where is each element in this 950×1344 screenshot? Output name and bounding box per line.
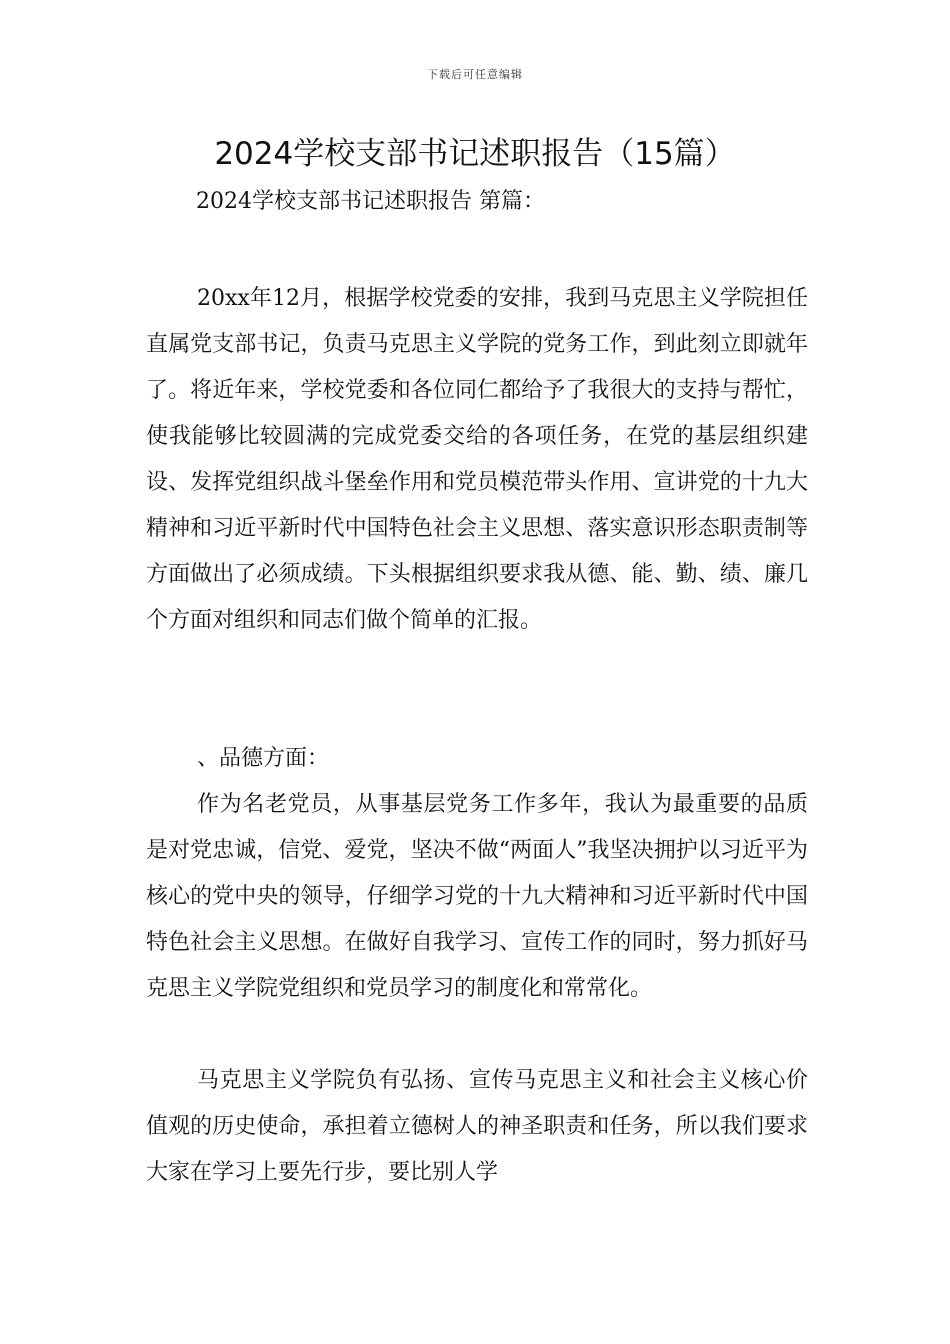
paragraph-morality: 作为名老党员，从事基层党务工作多年，我认为最重要的品质是对党忠诚，信党、爱党，坚决不做“两面人”我坚决拥护以习近平为核心的党中央的领导，仔细学习党的十九大精神和习近平新时代中国特色社会主义思想。在做好自我学习、宣传工作的同时，努力抓好马克思主义学院党组织和党员学习的制度化和常常化。 [146,792,808,1001]
header-note: 下载后可任意编辑 [427,68,523,81]
paragraph-intro: 20xx年12月，根据学校党委的安排，我到马克思主义学院担任直属党支部书记，负责马克思主义学院的党务工作，到此刻立即就年了。将近年来，学校党委和各位同仁都给予了我很大的支持与帮忙，使我能够比较圆满的完成党委交给的各项任务，在党的基层组织建设、发挥党组织战斗堡垒作用和党员模范带头作用、宣讲党的十九大精神和习近平新时代中国特色社会主义思想、落实意识形态职责制等方面做出了必须成绩。下头根据组织要求我从德、能、勤、绩、廉几个方面对组织和同志们做个简单的汇报。 [146,286,808,633]
section-heading-morality: 、品德方面： [197,746,330,771]
document-subtitle: 2024学校支部书记述职报告 第篇： [196,189,545,214]
paragraph-marxism-college: 马克思主义学院负有弘扬、宣传马克思主义和社会主义核心价值观的历史使命，承担着立德树人的神圣职责和任务，所以我们要求大家在学习上要先行步，要比别人学 [146,1068,808,1185]
document-title: 2024学校支部书记述职报告（15篇） [214,136,736,172]
